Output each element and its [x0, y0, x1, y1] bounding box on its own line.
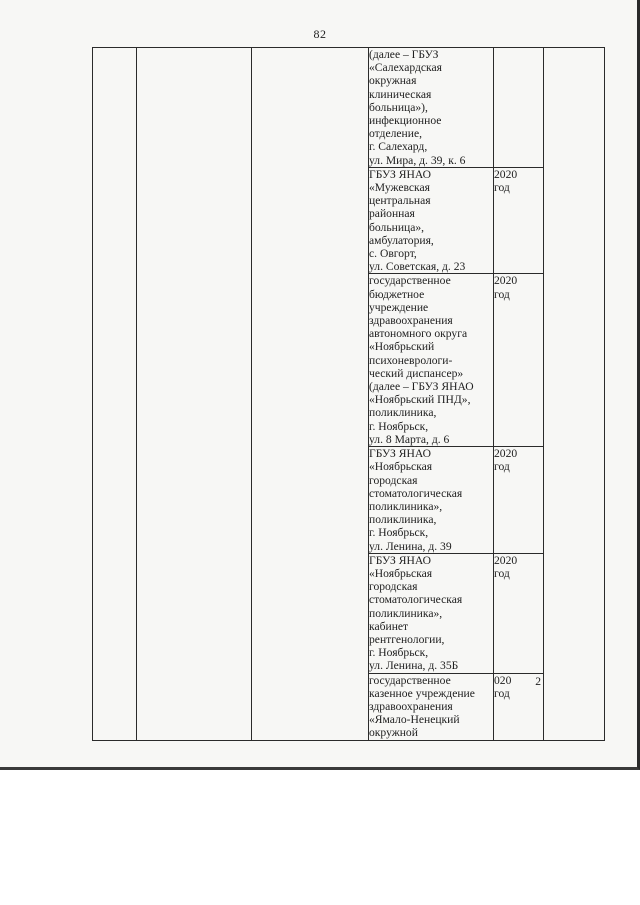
- facility-description-cell: [369, 673, 494, 740]
- facility-line: инфекционное: [369, 114, 442, 128]
- facility-line: амбулатория,: [369, 233, 434, 247]
- facility-line: ческий диспансер»: [369, 366, 464, 380]
- term-unit: год: [494, 460, 510, 474]
- facility-line: ул. Мира, д. 39, к. 6: [369, 153, 466, 167]
- facility-line: «Ноябрьская: [369, 566, 433, 580]
- page-number: 82: [313, 27, 327, 41]
- table-cell-col3: [252, 48, 369, 741]
- facility-line: казенное учреждение: [369, 686, 475, 700]
- facility-line: ул. Ленина, д. 39: [369, 539, 452, 553]
- facility-line: ул. Ленина, д. 35Б: [369, 659, 459, 673]
- term-unit: год: [494, 686, 510, 700]
- term-cell: [494, 553, 544, 673]
- facility-line: рентгенологии,: [369, 632, 445, 646]
- facility-line: центральная: [369, 194, 431, 208]
- facility-line: стоматологическая: [369, 593, 463, 607]
- facility-line: окружная: [369, 74, 417, 88]
- table-cell-col6: [544, 48, 605, 741]
- table-row: [93, 48, 605, 168]
- facility-line: учреждение: [369, 300, 429, 314]
- facility-line: государственное: [369, 673, 451, 687]
- facility-line: ГБУЗ ЯНАО: [369, 447, 431, 461]
- facility-line: бюджетное: [369, 287, 425, 301]
- term-cell: [494, 274, 544, 447]
- term-year: 2020: [494, 553, 518, 567]
- facility-line: г. Ноябрьск,: [369, 526, 429, 540]
- term-year: 2020: [494, 274, 518, 288]
- table-cell-col1: [93, 48, 137, 741]
- facility-line: больница»,: [369, 220, 425, 234]
- term-unit: год: [494, 566, 510, 580]
- facility-line: поликлиника»,: [369, 606, 443, 620]
- facility-line: ГБУЗ ЯНАО: [369, 553, 431, 567]
- facility-line: кабинет: [369, 619, 409, 633]
- schedule-table: [92, 47, 605, 741]
- facility-description-cell: [369, 447, 494, 554]
- facility-line: здравоохранения: [369, 314, 453, 328]
- facility-line: «Мужевская: [369, 181, 430, 195]
- facility-line: (далее – ГБУЗ ЯНАО: [369, 380, 474, 394]
- facility-line: г. Ноябрьск,: [369, 419, 429, 433]
- term-year: 2020: [494, 167, 518, 181]
- facility-line: «Салехардская: [369, 61, 442, 75]
- facility-description-cell: [369, 48, 494, 168]
- term-cell: [494, 673, 544, 740]
- facility-line: клиническая: [369, 87, 432, 101]
- facility-line: «Ноябрьский: [369, 340, 435, 354]
- term-year: 020: [494, 673, 512, 687]
- facility-line: здравоохранения: [369, 699, 453, 713]
- facility-line: стоматологическая: [369, 486, 463, 500]
- facility-line: поликлиника,: [369, 406, 437, 420]
- facility-line: психоневрологи-: [369, 353, 453, 367]
- facility-line: поликлиника,: [369, 513, 437, 527]
- term-unit: год: [494, 181, 510, 195]
- facility-line: с. Овгорт,: [369, 247, 417, 261]
- facility-line: городская: [369, 580, 418, 594]
- facility-line: «Ямало-Ненецкий: [369, 713, 460, 727]
- facility-line: ул. Советская, д. 23: [369, 260, 466, 274]
- facility-line: автономного округа: [369, 327, 468, 341]
- term-unit: год: [494, 287, 510, 301]
- facility-description-cell: [369, 167, 494, 274]
- facility-line: «Ноябрьский ПНД»,: [369, 393, 471, 407]
- facility-line: «Ноябрьская: [369, 460, 433, 474]
- facility-line: (далее – ГБУЗ: [369, 48, 439, 61]
- facility-line: отделение,: [369, 127, 422, 141]
- facility-line: ул. 8 Марта, д. 6: [369, 432, 450, 446]
- facility-line: государственное: [369, 274, 451, 288]
- facility-line: больница»),: [369, 100, 428, 114]
- facility-line: г. Ноябрьск,: [369, 646, 429, 660]
- term-cell: [494, 167, 544, 274]
- term-year: 2020: [494, 447, 518, 461]
- facility-line: г. Салехард,: [369, 140, 428, 154]
- table-cell-col2: [137, 48, 252, 741]
- term-cell: [494, 447, 544, 554]
- facility-line: поликлиника»,: [369, 499, 443, 513]
- facility-description-cell: [369, 274, 494, 447]
- term-year-fragment: 2: [535, 674, 541, 688]
- facility-description-cell: [369, 553, 494, 673]
- facility-line: городская: [369, 473, 418, 487]
- facility-line: окружной: [369, 726, 418, 740]
- facility-line: районная: [369, 207, 415, 221]
- term-cell: [494, 48, 544, 168]
- facility-line: ГБУЗ ЯНАО: [369, 167, 431, 181]
